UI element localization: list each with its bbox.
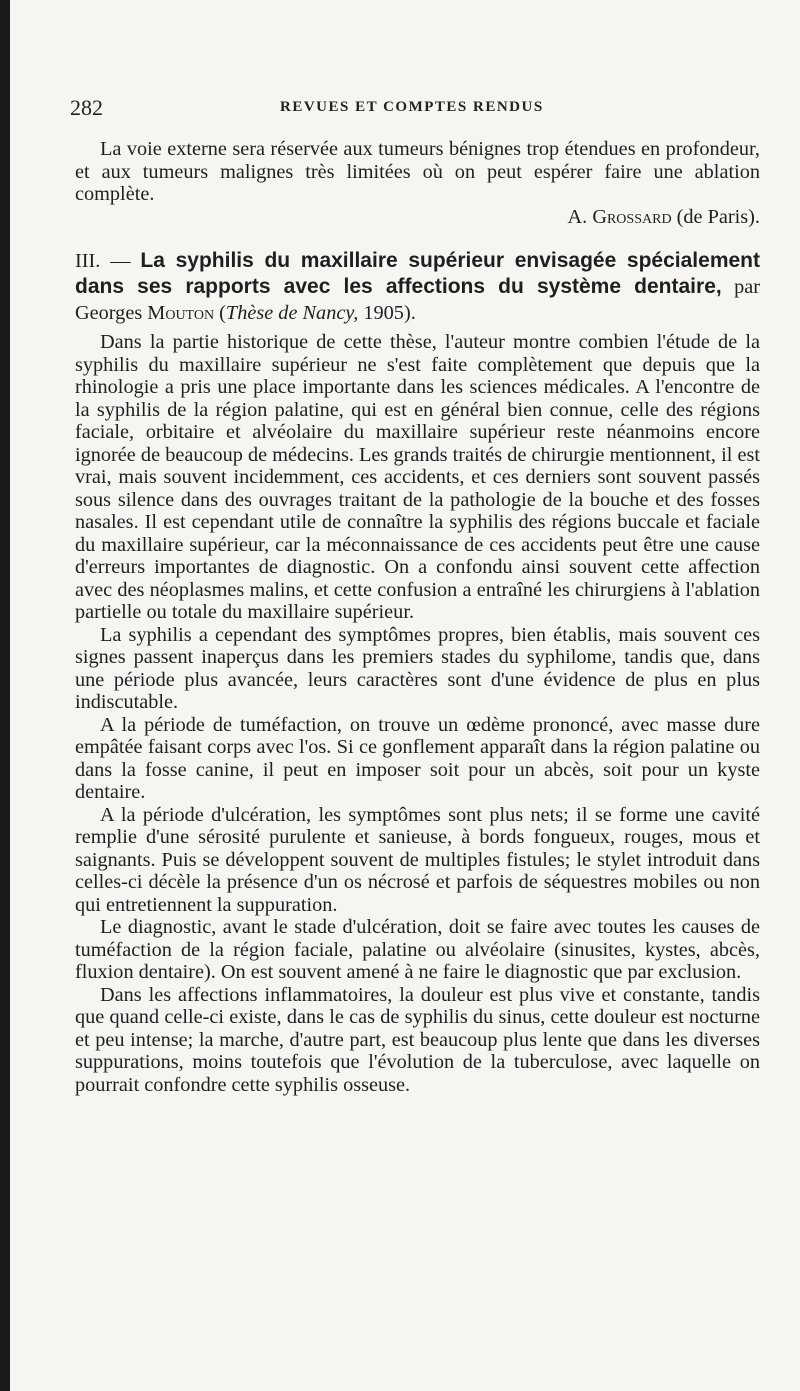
signature-place: (de Paris). — [676, 205, 760, 228]
paragraph-tumefaction: A la période de tuméfaction, on trouve un œdème prononcé, avec masse dure empâtée faisant corps avec l'os. Si ce gonflement apparaît dans la région palatine ou dans la fosse canine, il peut en imposer soit pour un abcès, soit pour un kyste dentaire. — [75, 713, 760, 803]
section-number: III. — — [75, 250, 131, 272]
book-page — [10, 0, 800, 1391]
section-source: Thèse de Nancy, — [225, 302, 359, 324]
page-header — [70, 95, 770, 123]
section-author: Mouton — [147, 302, 215, 324]
paragraph-symptoms: La syphilis a cependant des symptômes propres, bien établis, mais souvent ces signes passent inaperçus dans les premiers stades du syphilome, tandis que, dans une période plus avancée, leurs caractères sont d'une évidence de plus en plus indiscutable. — [75, 623, 760, 713]
section-title: La syphilis du maxillaire supérieur envisagée spécialement dans ses rapports avec les affections du système dentaire, — [75, 249, 760, 298]
signature-name: Grossard — [592, 205, 672, 228]
section-heading — [75, 248, 760, 326]
page-number: 282 — [70, 95, 103, 120]
paragraph-inflammatory: Dans les affections inflammatoires, la douleur est plus vive et constante, tandis que quand celle-ci existe, dans le cas de syphilis du sinus, cette douleur est nocturne et peu intense; la marche, d'autre part, est beaucoup plus lente que dans les diverses suppurations, moins toutefois que l'évolution de la tuberculose, avec laquelle on pourrait confondre cette syphilis osseuse. — [75, 983, 760, 1096]
signature-initial: A. — [567, 205, 588, 228]
page-body — [75, 138, 760, 1096]
intro-paragraph — [75, 138, 760, 206]
paragraph-ulceration: A la période d'ulcération, les symptômes sont plus nets; il se forme une cavité remplie d'une sérosité purulente et sanieuse, à bords fongueux, rouges, mous et saignants. Puis se développent souvent de multiples fistules; le stylet introduit dans celles-ci décèle la présence d'un os nécrosé et parfois de séquestres mobiles ou non qui entretiennent la suppuration. — [75, 803, 760, 916]
paragraph-diagnosis: Le diagnostic, avant le stade d'ulcération, doit se faire avec toutes les causes de tuméfaction de la région faciale, palatine ou alvéolaire (sinusites, kystes, abcès, fluxion dentaire). On est souvent amené à ne faire le diagnostic que par exclusion. — [75, 916, 760, 983]
paragraph-history: Dans la partie historique de cette thèse, l'auteur montre combien l'étude de la syphilis du maxillaire supérieur ne s'est faite complètement que depuis que la rhinologie a pris une place importante dans les sciences médicales. A l'encontre de la syphilis de la région palatine, qui est en général bien connue, celle des régions faciale, orbitaire et alvéolaire du maxillaire supérieur reste néanmoins encore ignorée de beaucoup de médecins. Les grands traités de chirurgie mentionnent, il est vrai, mais souvent incidemment, ces accidents, et ces derniers sont souvent passés sous silence dans des ouvrages traitant de la pathologie de la bouche et des fosses nasales. Il est cependant utile de connaître la syphilis des régions buccale et faciale du maxillaire supérieur, car la méconnaissance de ces accidents peut être une cause d'erreurs importantes de diagnostic. On a confondu ainsi souvent cette affection avec des néoplasmes malins, et cette confusion a entraîné les chirurgiens à l'ablation partielle ou totale du maxillaire supérieur. — [75, 331, 760, 623]
section-source-open: ( — [219, 302, 226, 324]
intro-text: La voie externe sera réservée aux tumeurs bénignes trop étendues en profondeur, et aux tumeurs malignes très limitées où on peut espérer faire une ablation complète. — [75, 138, 760, 205]
section-by: par Georges — [75, 276, 761, 324]
review-signature — [75, 206, 760, 229]
section-year: 1905). — [363, 302, 416, 324]
running-title: REVUES ET COMPTES RENDUS — [280, 99, 544, 115]
